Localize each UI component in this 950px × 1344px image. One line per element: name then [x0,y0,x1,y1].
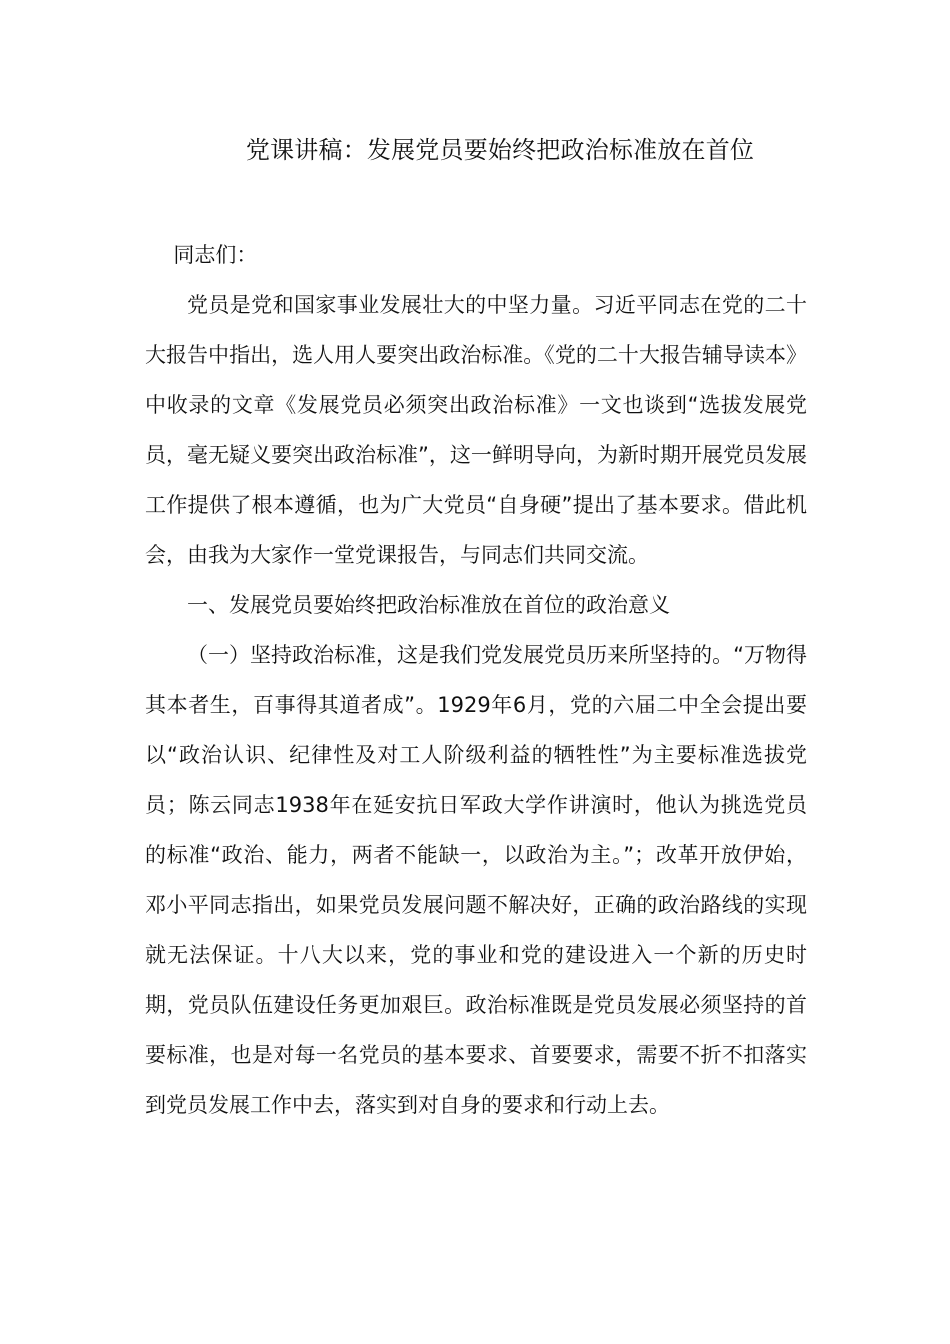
document-body [145,230,807,1130]
document-title: 党课讲稿：发展党员要始终把政治标准放在首位 [245,136,755,164]
paragraph-intro: 党员是党和国家事业发展壮大的中坚力量。习近平同志在党的二十大报告中指出，选人用人要突出政治标准。《党的二十大报告辅导读本》中收录的文章《发展党员必须突出政治标准》一文也谈到“选拔发展党员，毫无疑义要突出政治标准”，这一鲜明导向，为新时期开展党员发展工作提供了根本遵循，也为广大党员“自身硬”提出了基本要求。借此机会，由我为大家作一堂党课报告，与同志们共同交流。 [145,293,807,567]
paragraph-subsection-1: （一）坚持政治标准，这是我们党发展党员历来所坚持的。“万物得其本者生，百事得其道者成”。1929年6月，党的六届二中全会提出要以“政治认识、纪律性及对工人阶级利益的牺牲性”为主要标准选拔党员；陈云同志1938年在延安抗日军政大学作讲演时，他认为挑选党员的标准“政治、能力，两者不能缺一，以政治为主。”；改革开放伊始，邓小平同志指出，如果党员发展问题不解决好，正确的政治路线的实现就无法保证。十八大以来，党的事业和党的建设进入一个新的历史时期，党员队伍建设任务更加艰巨。政治标准既是党员发展必须坚持的首要标准，也是对每一名党员的基本要求、首要要求，需要不折不扣落实到党员发展工作中去，落实到对自身的要求和行动上去。 [145,643,807,1117]
section-heading-1: 一、发展党员要始终把政治标准放在首位的政治意义 [187,593,670,617]
salutation: 同志们： [173,243,258,267]
